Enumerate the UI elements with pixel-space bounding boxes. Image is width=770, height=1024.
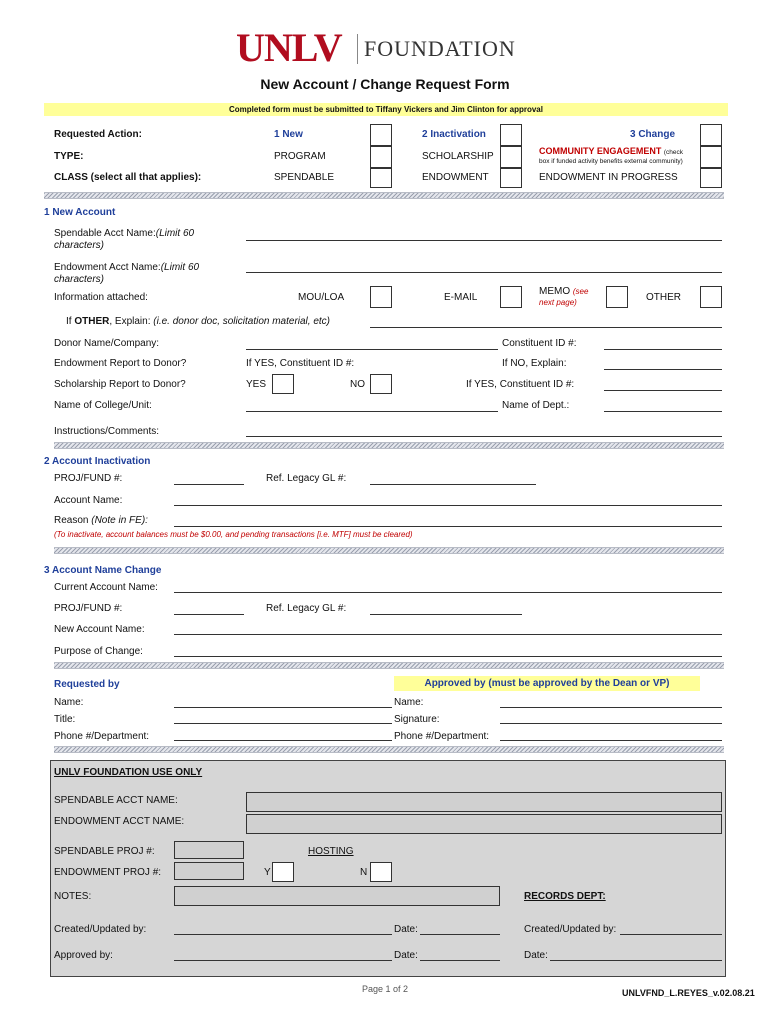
constituent-label: Constituent ID #: [502, 338, 577, 349]
change-proj-label: PROJ/FUND #: [54, 603, 123, 614]
dept-input[interactable] [604, 411, 722, 412]
foundation-use-heading: UNLV FOUNDATION USE ONLY [54, 767, 203, 778]
checkbox-email[interactable] [500, 286, 522, 308]
requested-action-label: Requested Action: [54, 129, 142, 140]
records-created-label: Created/Updated by: [524, 924, 617, 935]
memo-note1: (see [572, 287, 589, 296]
new-name-input[interactable] [174, 634, 722, 635]
schol-constituent-input[interactable] [604, 390, 722, 391]
notes-box[interactable] [174, 886, 500, 906]
checkbox-endowment[interactable] [500, 168, 522, 188]
class-spendable: SPENDABLE [274, 172, 335, 183]
req-phone-input[interactable] [174, 740, 392, 741]
type-label: TYPE: [54, 151, 84, 162]
requested-by-heading: Requested by [54, 679, 120, 690]
checkbox-scholarship[interactable] [500, 146, 522, 168]
spendable-acct-name-box[interactable] [246, 792, 722, 812]
class-endowment: ENDOWMENT [422, 172, 489, 183]
other-label: OTHER [646, 292, 681, 303]
approved-by-input[interactable] [174, 960, 392, 961]
dept-label: Name of Dept.: [502, 400, 570, 411]
divider [44, 192, 724, 199]
class-label-text: CLASS (select all that applies): [54, 172, 202, 183]
checkbox-inactivation[interactable] [500, 124, 522, 146]
option-change: 3 Change [630, 129, 676, 140]
class-label [54, 172, 201, 183]
reason-label [54, 515, 148, 526]
divider [54, 746, 724, 753]
spendable-name-text: Spendable Acct Name: [54, 228, 156, 239]
if-other-suffix: , Explain: [109, 316, 154, 327]
inactivation-proj-input[interactable] [174, 484, 244, 485]
new-name-label: New Account Name: [54, 624, 145, 635]
approved-by-heading: Approved by (must be approved by the Dean or VP) [394, 676, 700, 691]
created-date-label: Date: [394, 924, 418, 935]
reason-text: Reason [54, 515, 89, 526]
records-created-input[interactable] [620, 934, 722, 935]
inactivation-legacy-label: Ref. Legacy GL #: [266, 473, 347, 484]
change-legacy-label: Ref. Legacy GL #: [266, 603, 347, 614]
records-date-input[interactable] [550, 960, 722, 961]
checkbox-endowment-progress[interactable] [700, 168, 722, 188]
checkbox-mou-loa[interactable] [370, 286, 392, 308]
spendable-name-note2: characters) [54, 240, 105, 251]
schol-report-label: Scholarship Report to Donor? [54, 379, 186, 390]
checkbox-new[interactable] [370, 124, 392, 146]
endowment-proj-label: ENDOWMENT PROJ #: [54, 867, 162, 878]
checkbox-other[interactable] [700, 286, 722, 308]
page-number: Page 1 of 2 [361, 984, 409, 994]
donor-label: Donor Name/Company: [54, 338, 160, 349]
approved-date-label: Date: [394, 950, 418, 961]
created-date-input[interactable] [420, 934, 500, 935]
approved-by-label: Approved by: [54, 950, 113, 961]
endowment-acct-name-box[interactable] [246, 814, 722, 834]
current-name-input[interactable] [174, 592, 722, 593]
logo-foundation [364, 36, 516, 62]
hosting-n-label: N [360, 867, 368, 878]
memo-note2: next page) [539, 298, 577, 307]
class-endowment-progress: ENDOWMENT IN PROGRESS [539, 172, 678, 183]
app-signature-input[interactable] [500, 723, 722, 724]
donor-input[interactable] [246, 349, 498, 350]
checkbox-hosting-n[interactable] [370, 862, 392, 882]
spendable-name-input[interactable] [246, 240, 722, 241]
approved-date-input[interactable] [420, 960, 500, 961]
change-legacy-input[interactable] [370, 614, 522, 615]
option-new: 1 New [274, 129, 303, 140]
if-other-note: (i.e. donor doc, solicitation material, etc) [153, 316, 331, 327]
req-name-input[interactable] [174, 707, 392, 708]
checkbox-community[interactable] [700, 146, 722, 168]
yes-label: YES [246, 379, 267, 390]
app-phone-input[interactable] [500, 740, 722, 741]
current-name-label: Current Account Name: [54, 582, 158, 593]
other-explain-input[interactable] [370, 327, 722, 328]
req-name-label: Name: [54, 697, 84, 708]
logo-divider [357, 34, 358, 64]
checkbox-no[interactable] [370, 374, 392, 394]
app-name-label: Name: [394, 697, 424, 708]
reason-input[interactable] [174, 526, 722, 527]
if-other-bold: OTHER [74, 316, 110, 327]
if-other-explain [66, 316, 330, 327]
college-label: Name of College/Unit: [54, 400, 152, 411]
endowment-name-note2: characters) [54, 274, 105, 285]
form-code: UNLVFND_L.REYES_v.02.08.21 [622, 988, 755, 998]
inactivation-account-input[interactable] [174, 505, 722, 506]
endowment-name-label [54, 262, 199, 273]
req-title-label: Title: [54, 714, 76, 725]
purpose-label: Purpose of Change: [54, 646, 143, 657]
notes-label: NOTES: [54, 891, 92, 902]
spendable-name-note1: (Limit 60 [155, 228, 195, 239]
endow-report-label: Endowment Report to Donor? [54, 358, 187, 369]
instructions-label: Instructions/Comments: [54, 426, 160, 437]
divider [54, 442, 724, 449]
req-title-input[interactable] [174, 723, 392, 724]
spendable-acct-name-label: SPENDABLE ACCT NAME: [54, 795, 178, 806]
created-updated-label: Created/Updated by: [54, 924, 147, 935]
if-no-explain: If NO, Explain: [502, 358, 567, 369]
inactivation-account-label: Account Name: [54, 495, 123, 506]
memo-text: MEMO [539, 286, 571, 297]
spendable-proj-box[interactable] [174, 841, 244, 859]
records-date-label: Date: [524, 950, 548, 961]
no-label: NO [350, 379, 365, 390]
type-program: PROGRAM [274, 151, 326, 162]
if-yes-constituent: If YES, Constituent ID #: [246, 358, 355, 369]
inactivation-warning: (To inactivate, account balances must be $0.00, and pending transactions [i.e. MTF] must be cleared) [54, 530, 413, 539]
name-change-heading: 3 Account Name Change [44, 565, 162, 576]
logo-unlv: UNLV [236, 25, 342, 70]
type-scholarship: SCHOLARSHIP [422, 151, 494, 162]
if-other-prefix: If [66, 316, 75, 327]
logo [236, 24, 342, 71]
app-name-input[interactable] [500, 707, 722, 708]
logo-foundation-text: FOUNDATION [364, 36, 516, 61]
change-proj-input[interactable] [174, 614, 244, 615]
checkbox-memo[interactable] [606, 286, 628, 308]
type-community-note2: box if funded activity benefits external community) [539, 158, 683, 165]
checkbox-yes[interactable] [272, 374, 294, 394]
constituent-input[interactable] [604, 349, 722, 350]
info-attached-label: Information attached: [54, 292, 148, 303]
type-community [539, 146, 683, 156]
endowment-name-note1: (Limit 60 [160, 262, 200, 273]
type-community-note1: (check [663, 149, 684, 156]
instructions-input[interactable] [246, 436, 722, 437]
purpose-input[interactable] [174, 656, 722, 657]
inactivation-legacy-input[interactable] [370, 484, 536, 485]
option-inactivation: 2 Inactivation [422, 129, 486, 140]
inactivation-proj-label: PROJ/FUND #: [54, 473, 123, 484]
divider [54, 547, 724, 554]
divider [54, 662, 724, 669]
email-label: E-MAIL [444, 292, 478, 303]
checkbox-hosting-y[interactable] [272, 862, 294, 882]
req-phone-label: Phone #/Department: [54, 731, 150, 742]
new-account-heading: 1 New Account [44, 207, 116, 218]
memo-label [539, 286, 588, 297]
checkbox-spendable[interactable] [370, 168, 392, 188]
records-dept-label: RECORDS DEPT: [524, 891, 606, 902]
college-input[interactable] [246, 411, 498, 412]
endowment-name-text: Endowment Acct Name: [54, 262, 161, 273]
app-signature-label: Signature: [394, 714, 440, 725]
app-phone-label: Phone #/Department: [394, 731, 490, 742]
form-title: New Account / Change Request Form [260, 76, 510, 92]
inactivation-heading: 2 Account Inactivation [44, 456, 151, 467]
type-community-label: COMMUNITY ENGAGEMENT [539, 146, 662, 156]
checkbox-change[interactable] [700, 124, 722, 146]
endowment-proj-box[interactable] [174, 862, 244, 880]
endowment-acct-name-label: ENDOWMENT ACCT NAME: [54, 816, 185, 827]
mou-loa-label: MOU/LOA [298, 292, 345, 303]
hosting-y-label: Y [264, 867, 271, 878]
reason-note: (Note in FE): [91, 515, 148, 526]
checkbox-program[interactable] [370, 146, 392, 168]
if-yes-constituent2: If YES, Constituent ID #: [466, 379, 575, 390]
submission-banner: Completed form must be submitted to Tiffany Vickers and Jim Clinton for approval [44, 103, 728, 116]
spendable-name-label [54, 228, 194, 239]
endow-no-explain-input[interactable] [604, 369, 722, 370]
hosting-label: HOSTING [308, 846, 354, 857]
spendable-proj-label: SPENDABLE PROJ #: [54, 846, 155, 857]
created-updated-input[interactable] [174, 934, 392, 935]
endowment-name-input[interactable] [246, 272, 722, 273]
